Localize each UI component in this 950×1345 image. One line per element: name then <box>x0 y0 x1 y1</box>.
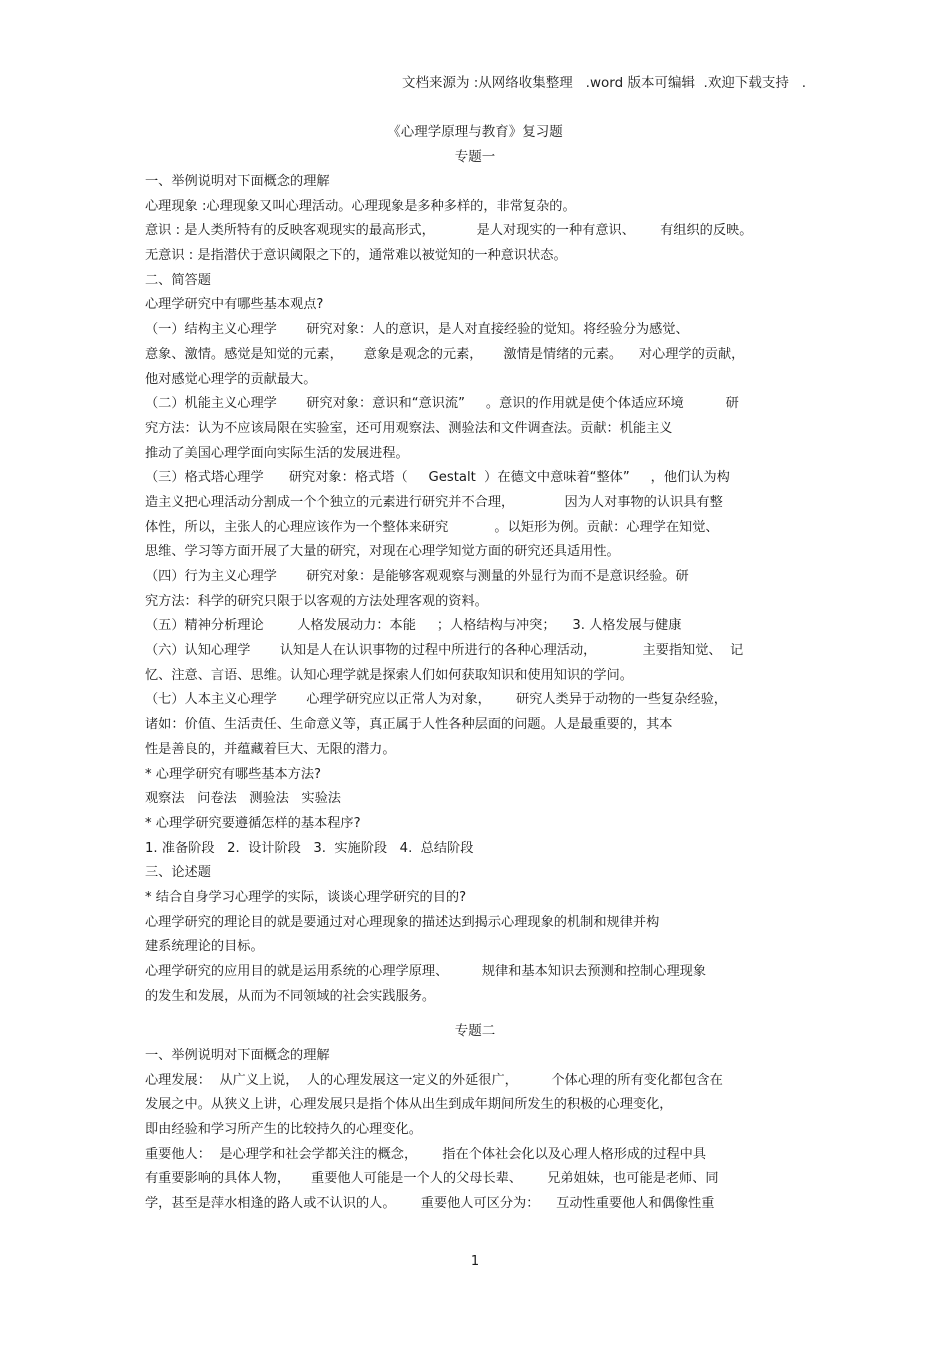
text-line: 体性，所以，主张人的心理应该作为一个整体来研究 。以矩形为例。贡献：心理学在知觉、 <box>145 519 719 535</box>
text-line: * 结合自身学习心理学的实际，谈谈心理学研究的目的? <box>145 889 467 905</box>
text-line: 造主义把心理活动分割成一个个独立的元素进行研究并不合理， 因为人对事物的认识具有整 <box>145 494 723 510</box>
text-line: （五）精神分析理论 人格发展动力：本能 ；人格结构与冲突； 3. 人格发展与健康 <box>145 618 682 634</box>
text-line: （二）机能主义心理学 研究对象：意识和“意识流” 。意识的作用就是使个体适应环境 研 <box>145 396 739 412</box>
text-line: 诸如：价值、生活责任、生命意义等，真正属于人性各种层面的问题。人是最重要的，其本 <box>145 717 673 733</box>
text-line: 发展之中。从狭义上讲，心理发展只是指个体从出生到成年期间所发生的积极的心理变化， <box>145 1097 673 1113</box>
text-line: 意象、激情。感觉是知觉的元素， 意象是观念的元素， 激情是情绪的元素。 对心理学的贡献， <box>145 346 745 362</box>
document-title: 《心理学原理与教育》复习题 <box>387 124 563 140</box>
text-line: （六）认知心理学 认知是人在认识事物的过程中所进行的各种心理活动， 主要指知觉、 记 <box>145 643 744 659</box>
page-header: 文档来源为 :从网络收集整理 .word 版本可编辑 .欢迎下载支持 . <box>401 75 806 91</box>
text-line: 建系统理论的目标。 <box>145 939 264 955</box>
text-line: 重要他人： 是心理学和社会学都关注的概念， 指在个体社会化以及心理人格形成的过程中具 <box>145 1146 707 1162</box>
text-line: 忆、注意、言语、思维。认知心理学就是探索人们如何获取知识和使用知识的学问。 <box>145 667 633 683</box>
text-line: 他对感觉心理学的贡献最大。 <box>145 371 317 387</box>
text-line: 性是善良的，并蕴藏着巨大、无限的潜力。 <box>145 741 396 757</box>
text-line: 三、论述题 <box>145 865 211 881</box>
text-line: 1. 准备阶段 2. 设计阶段 3. 实施阶段 4. 总结阶段 <box>145 840 474 856</box>
text-line: 心理现象 :心理现象又叫心理活动。心理现象是多种多样的，非常复杂的。 <box>145 198 576 214</box>
text-line: （七）人本主义心理学 心理学研究应以正常人为对象， 研究人类异于动物的一些复杂经验， <box>145 692 727 708</box>
text-line: （三）格式塔心理学 研究对象：格式塔（ Gestalt ）在德文中意味着“整体” ，他们认为构 <box>145 470 730 486</box>
text-line: * 心理学研究有哪些基本方法? <box>145 766 322 782</box>
text-line: * 心理学研究要遵循怎样的基本程序? <box>145 815 361 831</box>
text-line: 即由经验和学习所产生的比较持久的心理变化。 <box>145 1122 422 1138</box>
page-number: 1 <box>470 1254 480 1269</box>
text-line: 推动了美国心理学面向实际生活的发展进程。 <box>145 445 409 461</box>
text-line: 心理发展： 从广义上说， 人的心理发展这一定义的外延很广， 个体心理的所有变化都包含在 <box>145 1072 723 1088</box>
topic-heading-1: 专题一 <box>454 149 496 165</box>
text-line: 无意识 : 是指潜伏于意识阈限之下的，通常难以被觉知的一种意识状态。 <box>145 248 567 264</box>
text-line: 思维、学习等方面开展了大量的研究，对现在心理学知觉方面的研究还具适用性。 <box>145 544 620 560</box>
text-line: 一、举例说明对下面概念的理解 <box>145 174 330 189</box>
text-line: 究方法：科学的研究只限于以客观的方法处理客观的资料。 <box>145 593 488 609</box>
text-line: 一、举例说明对下面概念的理解 <box>145 1048 330 1063</box>
topic-1-body <box>145 170 815 1009</box>
text-line: 心理学研究中有哪些基本观点? <box>145 297 324 313</box>
text-line: 二、简答题 <box>145 272 211 288</box>
text-line: 心理学研究的理论目的就是要通过对心理现象的描述达到揭示心理现象的机制和规律并构 <box>145 914 660 930</box>
text-line: 观察法 问卷法 测验法 实验法 <box>145 791 341 807</box>
text-line: 的发生和发展，从而为不同领域的社会实践服务。 <box>145 988 436 1004</box>
text-line: 究方法：认为不应该局限在实验室，还可用观察法、测验法和文件调查法。贡献：机能主义 <box>145 420 673 436</box>
text-line: 意识 : 是人类所特有的反映客观现实的最高形式， 是人对现实的一种有意识、 有组织的反映。 <box>145 223 753 239</box>
text-line: 心理学研究的应用目的就是运用系统的心理学原理、 规律和基本知识去预测和控制心理现象 <box>145 964 707 979</box>
text-line: 有重要影响的具体人物， 重要他人可能是一个人的父母长辈、 兄弟姐妹，也可能是老师、同 <box>145 1171 719 1187</box>
topic-heading-2: 专题二 <box>454 1023 496 1039</box>
text-line: （四）行为主义心理学 研究对象：是能够客观观察与测量的外显行为而不是意识经验。研 <box>145 569 689 584</box>
topic-2-body <box>145 1044 815 1217</box>
text-line: （一）结构主义心理学 研究对象：人的意识，是人对直接经验的觉知。将经验分为感觉、 <box>145 322 689 338</box>
text-line: 学，甚至是萍水相逢的路人或不认识的人。 重要他人可区分为： 互动性重要他人和偶像性重 <box>145 1196 715 1212</box>
